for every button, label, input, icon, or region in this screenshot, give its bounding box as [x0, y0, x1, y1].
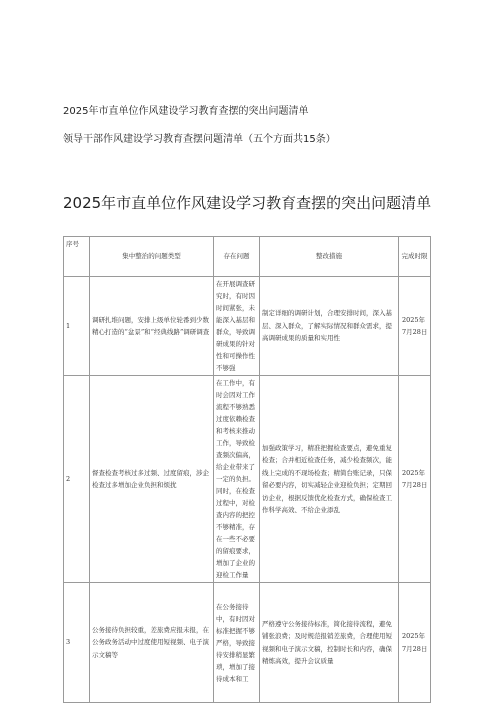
row-measure: 制定详细的调研计划，合理安排时间，深入基层、深入群众，了解实际情况和群众需求，提高调研成果的质量和实用性 [260, 277, 399, 376]
document-subtitle-line: 领导干部作风建设学习教育查摆问题清单（五个方面共15条） [63, 134, 336, 145]
table-row [64, 583, 431, 703]
row-measure: 严格遵守公务接待标准，简化接待流程，避免铺张浪费；及时规范报销差旅费，合理使用短视频和电子演示文稿，控制时长和内容，确保精炼高效，提升会议质量 [260, 583, 399, 703]
header-type: 集中整治的问题类型 [90, 237, 214, 277]
header-measure: 整改措施 [260, 237, 399, 277]
row-number: 2 [64, 376, 90, 583]
table-row [64, 376, 431, 583]
issue-table [63, 236, 431, 703]
row-issue: 在公务接待中，有时因对标准把握不够严格，导致接待安排稍显繁琐，增加了接待成本和工 [214, 583, 260, 703]
table-row [64, 277, 431, 376]
header-no: 序号 [64, 237, 90, 277]
row-problem-type: 调研扎堆问题，安排上级单位轮番到少数精心打造的“盆景”和“经典线路”调研调查 [90, 277, 214, 376]
document-title-line: 2025年市直单位作风建设学习教育查摆的突出问题清单 [63, 106, 309, 117]
row-deadline: 2025年7月28日 [399, 583, 431, 703]
header-deadline: 完成时限 [399, 237, 431, 277]
row-number: 1 [64, 277, 90, 376]
row-deadline: 2025年7月28日 [399, 277, 431, 376]
row-issue: 在开展调查研究时，有时因时间紧张，未能深入基层和群众，导致调研成果的针对性和可操作性不够强 [214, 277, 260, 376]
row-issue: 在工作中，有时会因对工作流程不够熟悉过度依赖检查和考核来推动工作，导致检查频次偏高，给企业带来了一定的负担。同时，在检查过程中，对检查内容的把控不够精准，存在一些不必要的留痕要求，增加了企业的迎检工作量 [214, 376, 260, 583]
row-problem-type: 督查检查考核过多过频、过度留痕，涉企检查过多增加企业负担和烦扰 [90, 376, 214, 583]
row-measure: 加强政策学习，精准把握检查要点，避免重复检查；合并相近检查任务，减少检查频次，能线上完成的不现场检查；精简台账记录，只保留必要内容，切实减轻企业迎检负担；定期回访企业，根据反馈优化检查方式，确保检查工作科学高效、不给企业添乱 [260, 376, 399, 583]
table-header-row [64, 237, 431, 277]
row-problem-type: 公务接待负担较重，差旅费应报未报，在公务政务活动中过度使用短视频、电子演示文稿等 [90, 583, 214, 703]
page-heading: 2025年市直单位作风建设学习教育查摆的突出问题清单 [63, 194, 432, 212]
row-deadline: 2025年7月28日 [399, 376, 431, 583]
row-number: 3 [64, 583, 90, 703]
header-issue: 存在问题 [214, 237, 260, 277]
